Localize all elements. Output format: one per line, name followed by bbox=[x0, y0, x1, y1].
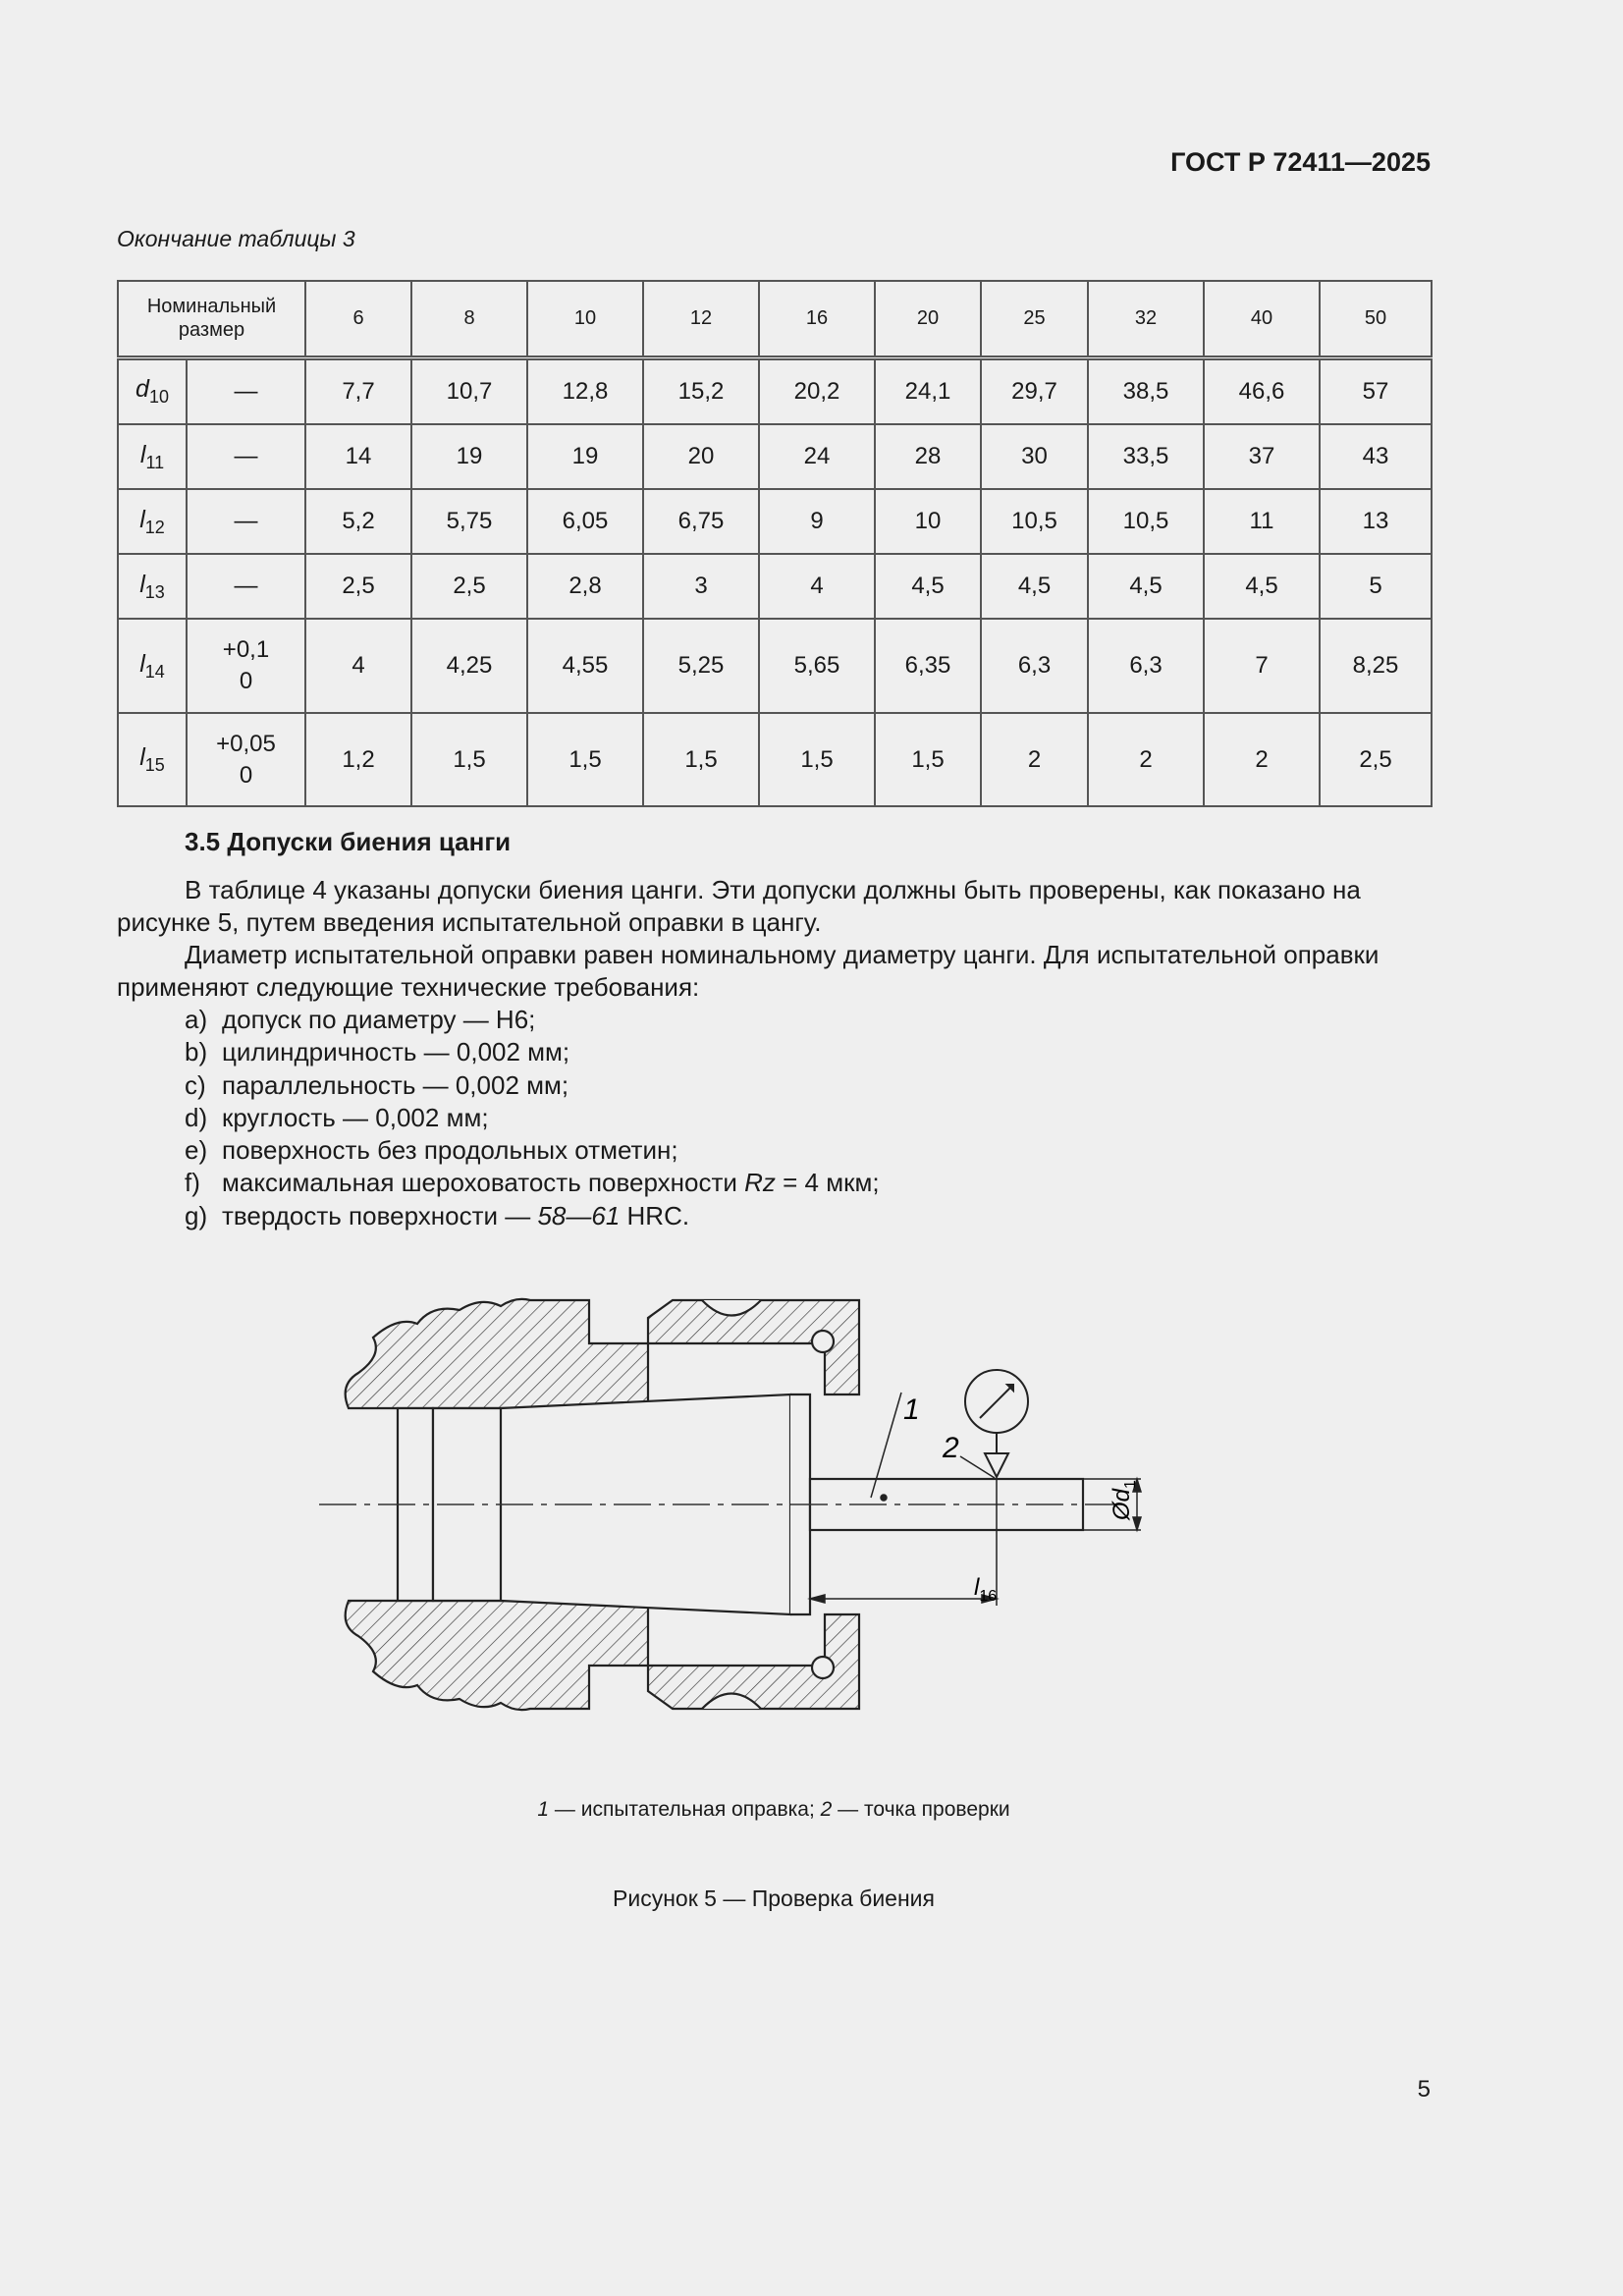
requirements-list bbox=[185, 1004, 880, 1232]
requirement-item bbox=[185, 1102, 880, 1134]
table-cell: 38,5 bbox=[1088, 357, 1204, 424]
requirement-marker: g) bbox=[185, 1200, 208, 1230]
table-cell: 5 bbox=[1320, 554, 1432, 619]
table-cell: 6,75 bbox=[643, 489, 759, 554]
row-symbol: l bbox=[139, 570, 145, 598]
dial-indicator bbox=[965, 1370, 1028, 1477]
table-cell: 2 bbox=[1088, 713, 1204, 806]
table-row bbox=[118, 713, 1432, 806]
requirement-marker: b) bbox=[185, 1037, 208, 1067]
requirement-text-pre: максимальная шероховатость поверхности bbox=[222, 1168, 745, 1198]
legend-text-1: — испытательная оправка; bbox=[549, 1798, 821, 1821]
row-symbol: l bbox=[139, 649, 145, 678]
row-tolerance-cell bbox=[187, 424, 305, 489]
table-cell: 4,25 bbox=[411, 619, 527, 713]
requirement-text: параллельность — 0,002 мм; bbox=[222, 1069, 569, 1100]
table-caption: Окончание таблицы 3 bbox=[117, 226, 355, 251]
requirement-text: круглость — 0,002 мм; bbox=[222, 1102, 489, 1132]
callout-2: 2 bbox=[943, 1432, 959, 1464]
table-cell: 2,5 bbox=[305, 554, 411, 619]
requirement-text-post: = 4 мкм; bbox=[775, 1168, 880, 1198]
row-tolerance-cell bbox=[187, 619, 305, 713]
section-title: 3.5 Допуски биения цанги bbox=[185, 827, 512, 856]
table-cell: 28 bbox=[875, 424, 981, 489]
requirement-text-pre: твердость поверхности — bbox=[222, 1200, 538, 1230]
requirement-item bbox=[185, 1134, 880, 1167]
requirement-item bbox=[185, 1036, 880, 1068]
size-header-cell: 32 bbox=[1088, 281, 1204, 357]
dim-diameter-subscript: 1 bbox=[1122, 1480, 1139, 1489]
dim-length-subscript: 16 bbox=[979, 1588, 998, 1605]
table-cell: 2 bbox=[1204, 713, 1320, 806]
requirement-text: цилиндричность — 0,002 мм; bbox=[222, 1037, 570, 1067]
requirement-marker: c) bbox=[185, 1069, 206, 1100]
requirement-marker: f) bbox=[185, 1168, 200, 1198]
table-cell: 24 bbox=[759, 424, 875, 489]
requirement-text-em: 58—61 bbox=[537, 1200, 621, 1230]
table-cell: 6,05 bbox=[527, 489, 643, 554]
table-row bbox=[118, 554, 1432, 619]
row-symbol-subscript: 12 bbox=[144, 517, 165, 537]
size-header-cell: 40 bbox=[1204, 281, 1320, 357]
row-symbol-cell bbox=[118, 619, 187, 713]
table-cell: 6,3 bbox=[981, 619, 1088, 713]
legend-text-2: — точка проверки bbox=[832, 1798, 1010, 1821]
requirement-text: поверхность без продольных отметин; bbox=[222, 1135, 678, 1166]
size-header-cell: 10 bbox=[527, 281, 643, 357]
table-cell: 33,5 bbox=[1088, 424, 1204, 489]
table-cell: 3 bbox=[643, 554, 759, 619]
table-cell: 7,7 bbox=[305, 357, 411, 424]
table-row bbox=[118, 489, 1432, 554]
table-cell: 1,5 bbox=[527, 713, 643, 806]
requirement-item bbox=[185, 1200, 880, 1232]
size-header-cell: 50 bbox=[1320, 281, 1432, 357]
table-cell: 20 bbox=[643, 424, 759, 489]
table-cell: 2,5 bbox=[411, 554, 527, 619]
size-header-cell: 8 bbox=[411, 281, 527, 357]
requirement-marker: а) bbox=[185, 1005, 208, 1034]
row-symbol-subscript: 10 bbox=[148, 387, 169, 408]
table-cell: 2,5 bbox=[1320, 713, 1432, 806]
row-symbol-cell bbox=[118, 554, 187, 619]
row-symbol-cell bbox=[118, 357, 187, 424]
table-cell: 10 bbox=[875, 489, 981, 554]
table-cell: 5,65 bbox=[759, 619, 875, 713]
requirement-item bbox=[185, 1167, 880, 1199]
requirement-item bbox=[185, 1004, 880, 1036]
table-cell: 1,5 bbox=[411, 713, 527, 806]
table-cell: 24,1 bbox=[875, 357, 981, 424]
row-symbol: l bbox=[139, 743, 145, 771]
table-cell: 15,2 bbox=[643, 357, 759, 424]
requirement-marker: d) bbox=[185, 1102, 208, 1132]
table-cell: 19 bbox=[527, 424, 643, 489]
requirement-text-post: HRC. bbox=[620, 1200, 690, 1230]
size-header-cell: 6 bbox=[305, 281, 411, 357]
table-cell: 20,2 bbox=[759, 357, 875, 424]
size-header-cell: 12 bbox=[643, 281, 759, 357]
table-cell: 12,8 bbox=[527, 357, 643, 424]
table-cell: 10,5 bbox=[981, 489, 1088, 554]
row-tolerance-cell bbox=[187, 489, 305, 554]
row-symbol-subscript: 11 bbox=[145, 452, 165, 472]
table-cell: 29,7 bbox=[981, 357, 1088, 424]
tolerance-value: 0 bbox=[239, 668, 253, 694]
table-cell: 19 bbox=[411, 424, 527, 489]
requirement-text-em: Rz bbox=[744, 1168, 776, 1198]
table-cell: 46,6 bbox=[1204, 357, 1320, 424]
paragraph-2: Диаметр испытательной оправки равен номинальному диаметру цанги. Для испытательной оправки применяют следующие технические требования: bbox=[117, 940, 1380, 1002]
table-row bbox=[118, 357, 1432, 424]
table-cell: 4,55 bbox=[527, 619, 643, 713]
requirement-text: допуск по диаметру — H6; bbox=[222, 1005, 536, 1034]
document-code: ГОСТ Р 72411—2025 bbox=[1170, 147, 1431, 177]
figure-caption: Рисунок 5 — Проверка биения bbox=[613, 1886, 935, 1911]
table-cell: 1,5 bbox=[875, 713, 981, 806]
tolerance-value: 0 bbox=[239, 761, 253, 789]
table-cell: 6,35 bbox=[875, 619, 981, 713]
table-cell: 11 bbox=[1204, 489, 1320, 554]
figure-legend bbox=[117, 1798, 1431, 1822]
table-cell: 14 bbox=[305, 424, 411, 489]
table-cell: 5,2 bbox=[305, 489, 411, 554]
table-row bbox=[118, 619, 1432, 713]
requirement-item bbox=[185, 1069, 880, 1102]
table-cell: 5,25 bbox=[643, 619, 759, 713]
table-cell: 9 bbox=[759, 489, 875, 554]
requirement-marker: e) bbox=[185, 1135, 208, 1166]
size-header-cell: 16 bbox=[759, 281, 875, 357]
legend-num-2: 2 bbox=[820, 1798, 833, 1821]
row-symbol-cell bbox=[118, 489, 187, 554]
row-tolerance-cell bbox=[187, 713, 305, 806]
table-cell: 4,5 bbox=[1204, 554, 1320, 619]
row-symbol-cell bbox=[118, 713, 187, 806]
size-header-cell: 25 bbox=[981, 281, 1088, 357]
runout-check-drawing bbox=[314, 1286, 1257, 1777]
table-cell: 43 bbox=[1320, 424, 1432, 489]
row-symbol-subscript: 14 bbox=[144, 661, 165, 682]
table-cell: 1,5 bbox=[759, 713, 875, 806]
tolerance-value: — bbox=[234, 443, 258, 469]
dim-diameter-symbol: Ød bbox=[1109, 1488, 1135, 1520]
tolerance-value: — bbox=[234, 573, 258, 599]
table-cell: 7 bbox=[1204, 619, 1320, 713]
table-body bbox=[118, 281, 1432, 806]
row-symbol: l bbox=[139, 505, 145, 533]
table-cell: 4 bbox=[759, 554, 875, 619]
table-cell: 37 bbox=[1204, 424, 1320, 489]
table-cell: 4 bbox=[305, 619, 411, 713]
size-header-cell: 20 bbox=[875, 281, 981, 357]
tolerance-value: +0,05 bbox=[216, 730, 276, 757]
table-cell: 5,75 bbox=[411, 489, 527, 554]
table-cell: 30 bbox=[981, 424, 1088, 489]
row-symbol: d bbox=[135, 375, 149, 404]
table-cell: 1,2 bbox=[305, 713, 411, 806]
table-cell: 4,5 bbox=[1088, 554, 1204, 619]
table-header-row bbox=[118, 281, 1432, 357]
row-tolerance-cell bbox=[187, 554, 305, 619]
row-tolerance-cell bbox=[187, 357, 305, 424]
table-cell: 13 bbox=[1320, 489, 1432, 554]
table-cell: 10,5 bbox=[1088, 489, 1204, 554]
row-symbol: l bbox=[139, 440, 146, 468]
table-cell: 2,8 bbox=[527, 554, 643, 619]
tolerance-value: — bbox=[234, 377, 258, 405]
row-symbol-subscript: 15 bbox=[144, 755, 165, 775]
dim-length-label bbox=[974, 1574, 997, 1605]
table-cell: 1,5 bbox=[643, 713, 759, 806]
table-row bbox=[118, 424, 1432, 489]
paragraph-1: В таблице 4 указаны допуски биения цанги. Эти допуски должны быть проверены, как показано на рисунке 5, путем введения испытательной оправки в цангу. bbox=[117, 875, 1361, 937]
dim-length-symbol: l bbox=[974, 1574, 980, 1601]
tolerance-value: — bbox=[234, 508, 258, 534]
table-cell: 4,5 bbox=[875, 554, 981, 619]
table-cell: 10,7 bbox=[411, 357, 527, 424]
header-label-cell: Номинальный размер bbox=[118, 281, 305, 357]
row-symbol-cell bbox=[118, 424, 187, 489]
row-symbol-subscript: 13 bbox=[144, 581, 165, 602]
tolerance-value: +0,1 bbox=[222, 636, 270, 663]
table-cell: 6,3 bbox=[1088, 619, 1204, 713]
table-cell: 4,5 bbox=[981, 554, 1088, 619]
table-cell: 2 bbox=[981, 713, 1088, 806]
legend-num-1: 1 bbox=[537, 1798, 550, 1821]
table-cell: 57 bbox=[1320, 357, 1432, 424]
callout-1: 1 bbox=[903, 1394, 920, 1426]
page-number: 5 bbox=[1417, 2076, 1431, 2103]
table-cell: 8,25 bbox=[1320, 619, 1432, 713]
dimensions-table bbox=[117, 280, 1433, 807]
dim-diameter-label bbox=[1109, 1480, 1139, 1521]
